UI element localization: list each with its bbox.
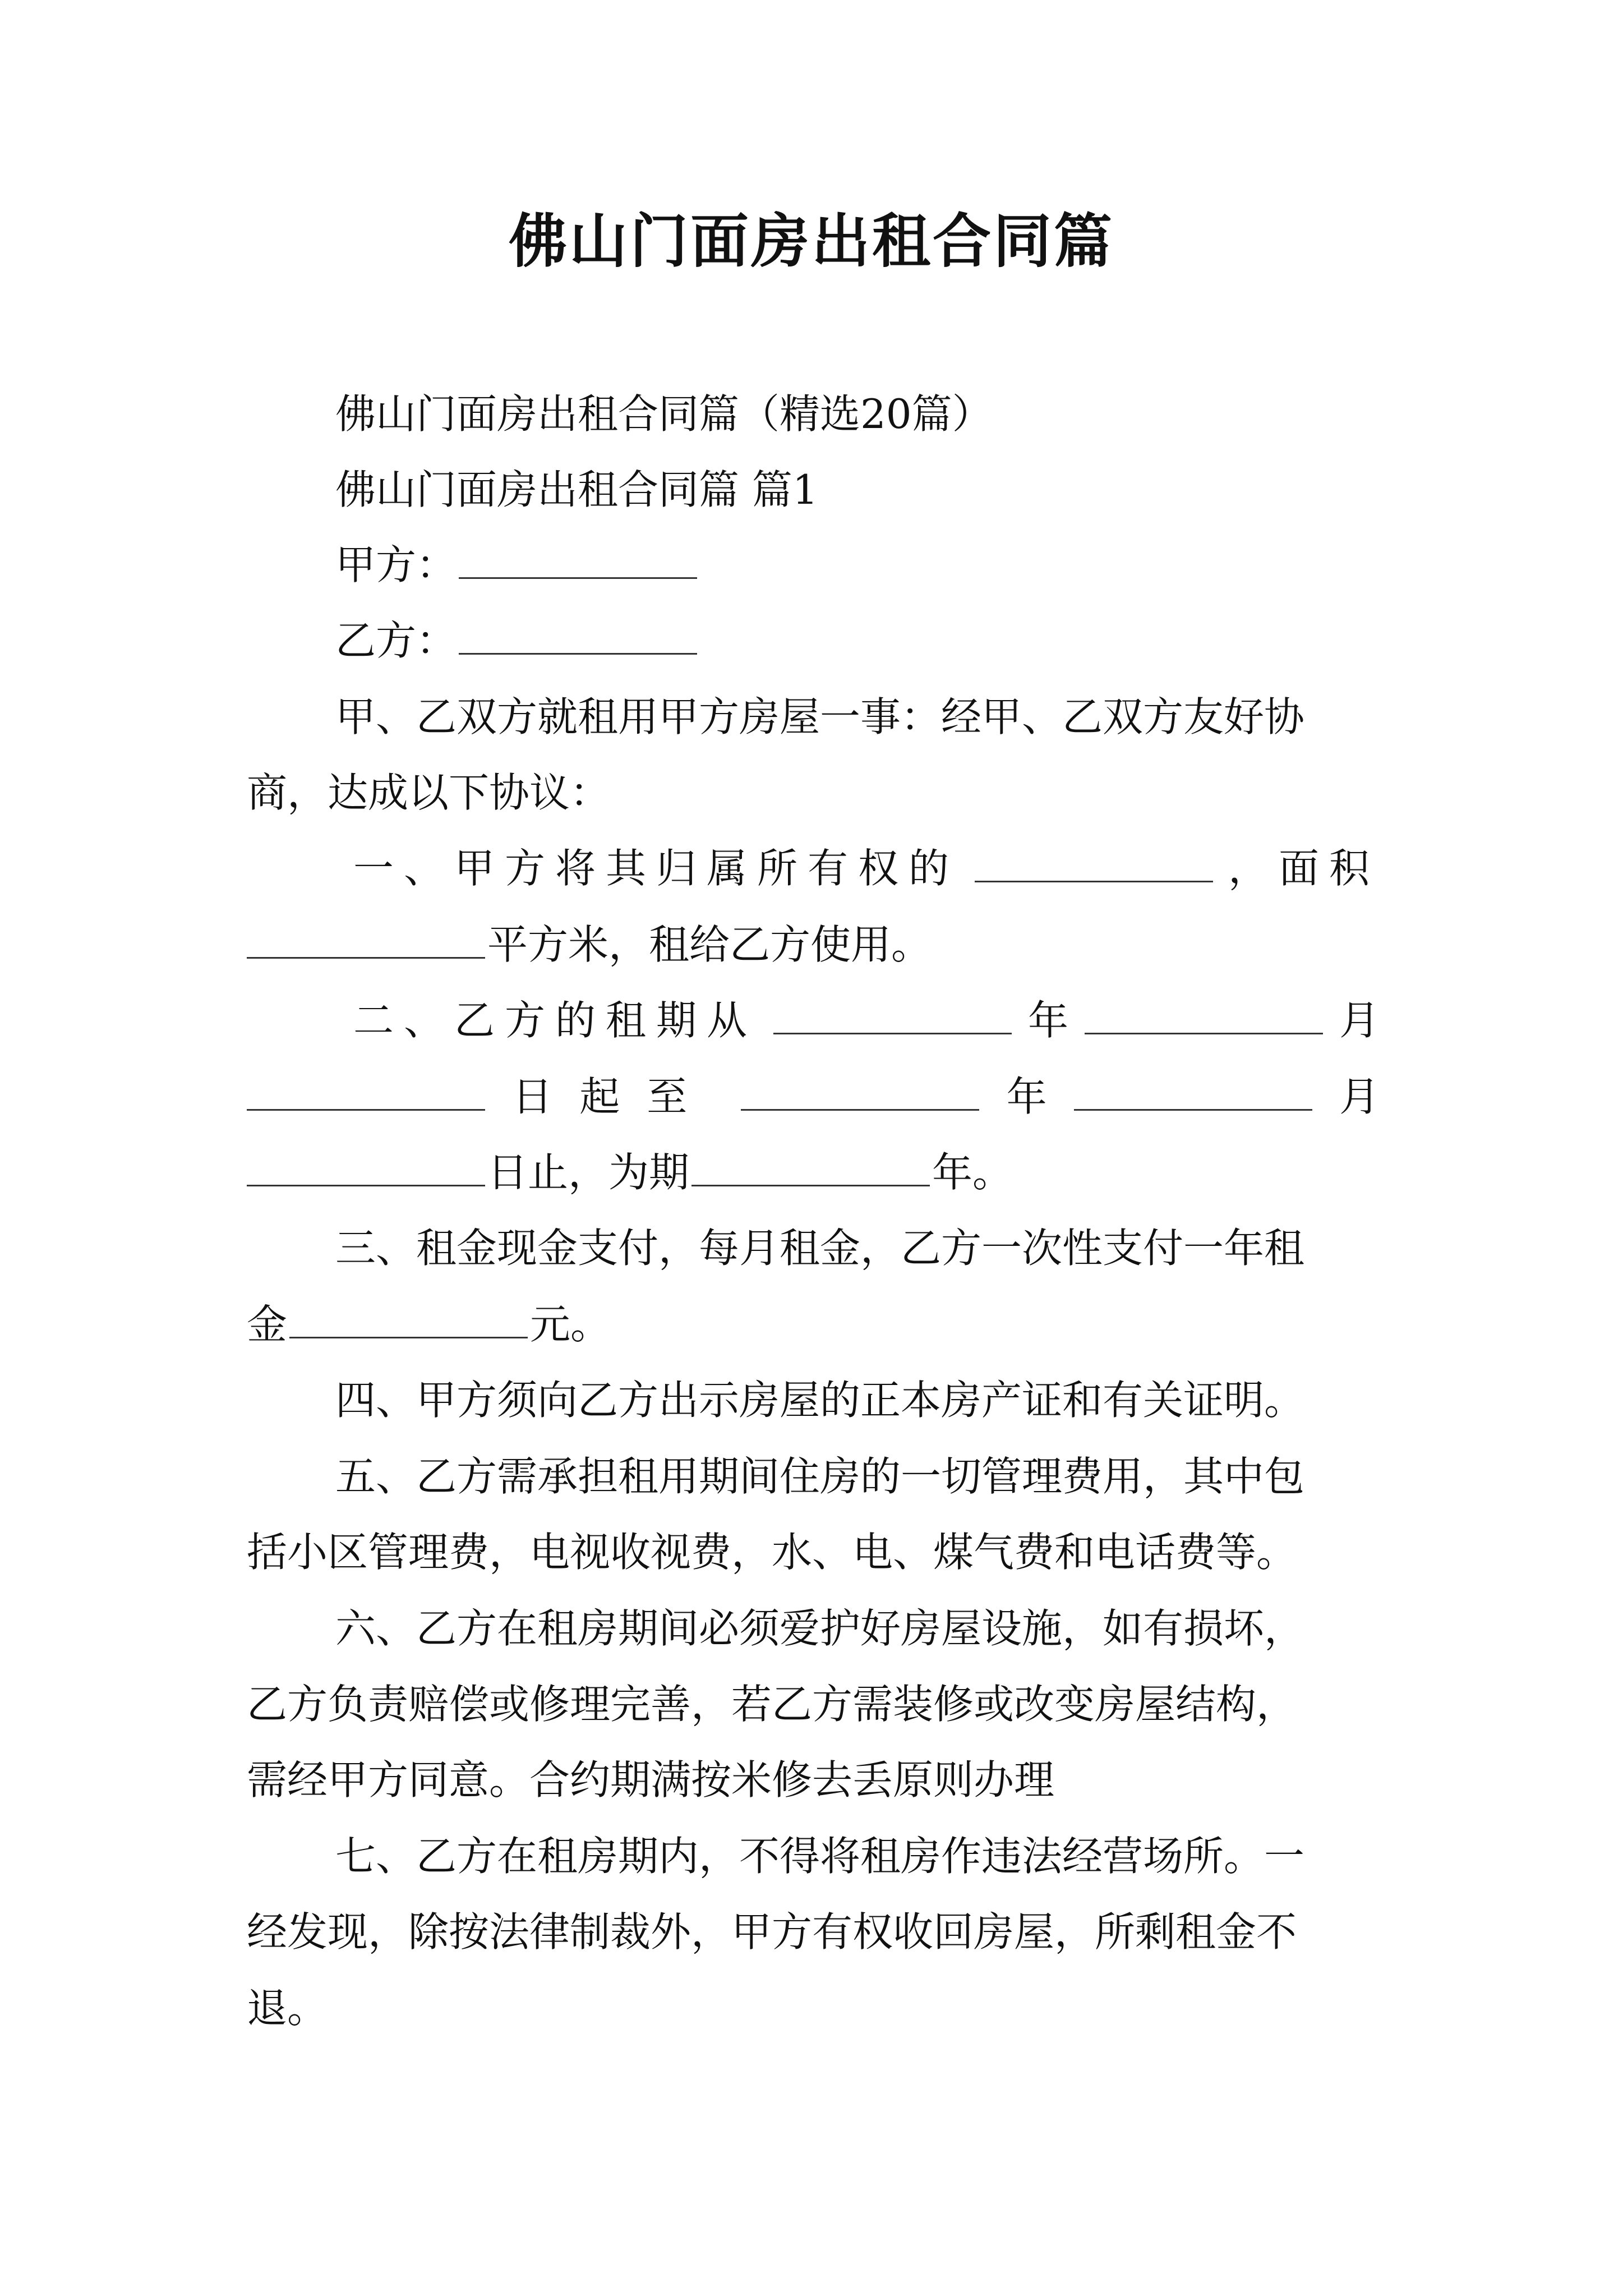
clause-6-line-1: 六、乙方在租房期间必须爱护好房屋设施，如有损坏， xyxy=(335,1605,1305,1652)
clause-3-blank-amount xyxy=(289,1296,528,1338)
clause-1-line-2 xyxy=(247,917,932,973)
party-a-blank xyxy=(459,537,697,579)
clause-2-month-label: 月 xyxy=(1339,997,1380,1044)
clause-1-line-1 xyxy=(353,840,1380,896)
clause-2-end-label: 日止，为期 xyxy=(487,1149,690,1196)
clause-3-line-1: 三、租金现金支付，每月租金，乙方一次性支付一年租 xyxy=(335,1225,1305,1272)
section-heading: 佛山门面房出租合同篇 篇1 xyxy=(335,466,818,513)
clause-3-line-2 xyxy=(247,1296,611,1352)
clause-2-text-a: 二、乙方的租期从 xyxy=(353,997,758,1044)
party-b-blank xyxy=(459,613,697,655)
clause-1-blank-area xyxy=(247,917,485,959)
clause-2-blank-start-month xyxy=(1085,992,1323,1034)
clause-2-blank-end-day xyxy=(247,1144,485,1186)
clause-2-blank-end-year xyxy=(741,1069,979,1111)
intro-line-1: 甲、乙双方就租用甲方房屋一事：经甲、乙双方友好协 xyxy=(335,693,1305,740)
clause-2-end-year-suffix: 年。 xyxy=(932,1149,1013,1196)
clause-2-line-3 xyxy=(247,1144,1013,1200)
clause-6-line-3: 需经甲方同意。合约期满按米修去丢原则办理 xyxy=(247,1756,1055,1803)
clause-1-text-b: ，面积 xyxy=(1228,845,1380,892)
party-a-line xyxy=(335,537,699,593)
party-a-label: 甲方： xyxy=(335,541,457,588)
clause-5-line-2: 括小区管理费，电视收视费，水、电、煤气费和电话费等。 xyxy=(247,1529,1297,1576)
party-b-label: 乙方： xyxy=(335,617,457,664)
document-title: 佛山门面房出租合同篇 xyxy=(508,206,1114,275)
clause-7-line-3: 退。 xyxy=(247,1985,328,2032)
clause-2-year-label: 年 xyxy=(1027,997,1068,1044)
clause-2-blank-term xyxy=(691,1144,930,1186)
clause-3-text-b: 金 xyxy=(247,1301,288,1348)
clause-2-end-year-label: 年 xyxy=(1006,1073,1047,1120)
clause-2-line-1 xyxy=(353,992,1380,1048)
clause-5-line-1: 五、乙方需承担租用期间住房的一切管理费用，其中包 xyxy=(335,1453,1305,1500)
clause-1-text-c: 平方米，租给乙方使用。 xyxy=(487,921,932,968)
clause-7-line-2: 经发现，除按法律制裁外，甲方有权收回房屋，所剩租金不 xyxy=(247,1908,1297,1955)
subtitle: 佛山门面房出租合同篇（精选20篇） xyxy=(335,390,993,438)
clause-2-blank-start-day xyxy=(247,1069,485,1111)
clause-6-line-2: 乙方负责赔偿或修理完善，若乙方需装修或改变房屋结构， xyxy=(247,1681,1297,1728)
intro-line-2: 商，达成以下协议： xyxy=(247,769,611,816)
clause-2-blank-start-year xyxy=(773,992,1012,1034)
clause-2-line-2 xyxy=(247,1069,1380,1125)
clause-1-blank-property xyxy=(975,840,1213,882)
clause-2-end-month-label: 月 xyxy=(1339,1073,1380,1120)
clause-7-line-1: 七、乙方在租房期内，不得将租房作违法经营场所。一 xyxy=(335,1833,1305,1880)
clause-1-text-a: 一、甲方将其归属所有权的 xyxy=(353,845,960,892)
clause-4: 四、甲方须向乙方出示房屋的正本房产证和有关证明。 xyxy=(335,1377,1305,1424)
party-b-line xyxy=(335,613,699,669)
clause-2-blank-end-month xyxy=(1074,1069,1312,1111)
clause-2-day-from-label: 日起至 xyxy=(512,1073,714,1120)
clause-3-text-c: 元。 xyxy=(530,1301,611,1348)
